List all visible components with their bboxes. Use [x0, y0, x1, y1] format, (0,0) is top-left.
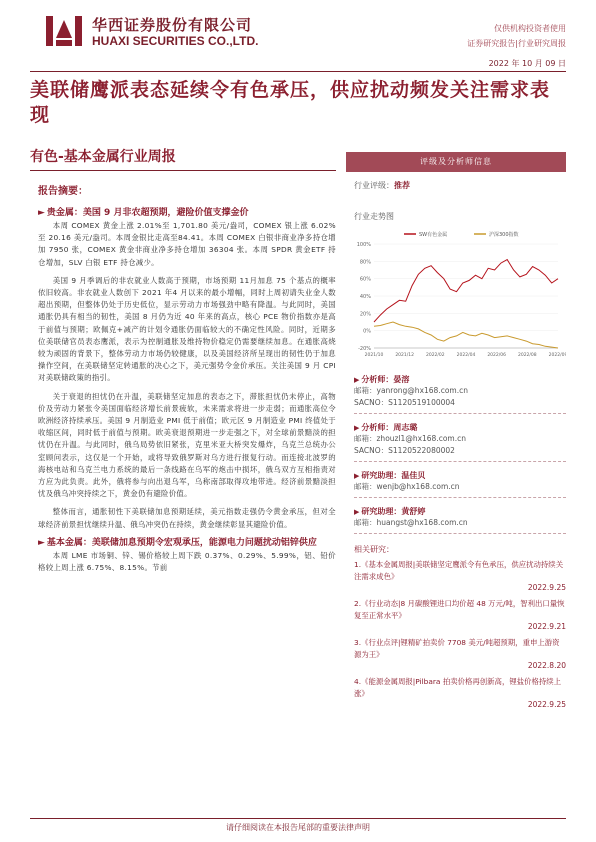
audience-note: 仅供机构投资者使用 [494, 24, 566, 33]
series-line [374, 260, 558, 322]
triangle-icon: ▶ [354, 376, 360, 384]
triangle-icon: ▶ [354, 472, 360, 480]
related-report-date: 2022.9.25 [527, 583, 566, 592]
series-line [374, 322, 558, 348]
report-date: 2022 年 10 月 09 日 [488, 59, 566, 68]
analyst-role: ▶ 分析师：周志璐 [354, 423, 418, 432]
company-name-en: HUAXI SECURITIES CO.,LTD. [92, 34, 259, 48]
analyst-block [354, 506, 566, 534]
company-name-cn: 华西证券股份有限公司 [92, 16, 253, 34]
section-heading-base-metals: ► 基本金属：美联储加息预期令宏观承压，能源电力问题扰动铝锌供应 [38, 537, 317, 548]
y-tick-label: 60% [359, 276, 371, 283]
arrow-icon: ► [38, 208, 45, 218]
y-tick-label: 20% [359, 311, 371, 318]
dashed-divider [354, 461, 566, 462]
triangle-icon: ▶ [354, 424, 360, 432]
analyst-email: 邮箱：wenjb@hx168.com.cn [354, 482, 460, 491]
summary-label: 报告摘要： [38, 186, 88, 197]
industry-rating: 行业评级：推荐 [354, 181, 410, 190]
legend-label: 沪深300指数 [489, 232, 519, 238]
analyst-role: ▶ 研究助理：温佳贝 [354, 471, 426, 480]
paragraph: 美国 9 月季调后的非农就业人数高于预期，市场预期 11月加息 75 个基点的概率依旧较高。非农就业人数创下 2021 年4 月以来的最小增幅，同时上周初请失业金人数超出预期，但整体仍处于历史低位，显示劳动力市场强劲中略有降温。与此同时，美国通胀仍具有相当的韧性，美国 8 月仍为近 40 年来的高点，核心 PCE 物价指数亦是高于前值与预期；欧佩克+减产的计划令通胀仍面临较大的不确定性风险。同时，近期多位美联储官员表态鹰派，表示为控制通胀及维持物价稳定仍需要继续加息。在通胀高烧较为顽固的背景下，整体劳动力市场仍较健康，以及美国经济所呈现出的韧性仍于加息操作空间，在美联储坚定转通胀的决心之下，美元强势令金价承压。关注美国 9 月 CPI 对美联储政策的指引。 [38, 275, 336, 383]
header-divider [30, 71, 566, 72]
related-report-date: 2022.8.20 [527, 661, 566, 670]
analyst-block [354, 470, 566, 498]
x-tick-label: 2021/10 [364, 353, 384, 358]
y-tick-label: 0% [363, 328, 371, 335]
section-heading-precious-metals: ► 贵金属：美国 9 月非农超预期，避险价值支撑金价 [38, 208, 249, 218]
report-subtitle: 有色-基本金属行业周报 [30, 149, 176, 165]
legal-disclaimer-note: 请仔细阅读在本报告尾部的重要法律声明 [226, 823, 370, 832]
paragraph: 整体而言，通胀韧性下美联储加息预期延续，美元指数走强仍令黄金承压，但对全球经济前景担忧继续升温、俄乌冲突仍在持续，黄金继续彰显其避险价值。 [38, 507, 336, 529]
related-report-link[interactable]: 3.《行业点评|锂精矿拍卖价 7708 美元/吨超预期，重申上游资源为王》 [354, 638, 560, 659]
analyst-sac: SACNO：S1120522080002 [354, 446, 455, 455]
dashed-divider [354, 533, 566, 534]
analyst-email: 邮箱：huangst@hx168.com.cn [354, 518, 468, 527]
paragraph: 本周 COMEX 黄金上涨 2.01%至 1,701.80 美元/盎司，COMEX 银上涨 6.02%至 20.16 美元/盎司。本周金银比走高至84.41。本周 COMEX 白银非商业净多持仓增加 7950 张，COMEX 黄金非商业净多持仓增加 36304 张。本周 SPDR 黄金ETF 持仓增加，SLV 白银 ETF 持仓减少。 [38, 221, 336, 267]
paragraph: 本周 LME 市场铜、锌、锡价格较上周下跌 0.37%、0.29%、5.99%，铝、铅价格较上周上涨 6.75%、8.15%。节前 [38, 550, 336, 573]
related-research-title: 相关研究： [354, 545, 394, 554]
huaxi-logo [44, 14, 84, 48]
x-tick-label: 2022/09 [548, 353, 566, 358]
x-tick-label: 2022/08 [517, 353, 537, 358]
rating-box-title: 评级及分析师信息 [346, 152, 566, 172]
paragraph: 关于衰退的担忧仍在升温，美联储坚定加息的表态之下，滞胀担忧仍未停止，高物价及劳动力紧张令美国面临经济增长前景疲软，未来需求将进一步走弱；而通胀高位令欧洲经济持续承压。美国 9 月制造业 PMI 低于前值；欧元区 9 月制造业 PMI 终值处于收缩区间，同时低于前值与预期。欧美衰退预期进一步走强之下，对全球前景黯淡的担忧仍在升温。与此同时，俄乌局势依旧紧张，克里米亚大桥突发爆炸，乌克兰总统办公室顾问表示，这仅是一个开始，或将导致俄罗斯对乌方进行报复行动。而连接北波罗的海核电站和乌克兰电力系统的最后一条线路在乌军的炮击中损坏，俄乌双方互相指责对方应为此负责。此外，俄将参与向出退乌军，乌称南部取得攻地带进。经济前景黯淡担忧及俄乌冲突持续之下，黄金仍有避险价值。 [38, 391, 336, 499]
report-title: 美联储鹰派表态延续令有色承压，供应扰动频发关注需求表现 [30, 79, 551, 126]
analyst-role: ▶ 分析师：晏溶 [354, 375, 410, 384]
related-research [354, 544, 566, 711]
x-tick-label: 2022/04 [456, 353, 476, 358]
dashed-divider [354, 497, 566, 498]
dashed-divider [354, 413, 566, 414]
trend-chart-svg [346, 226, 566, 366]
x-tick-label: 2022/02 [425, 353, 445, 358]
y-tick-label: 80% [359, 259, 371, 266]
related-report-link[interactable]: 1.《基本金属周报|美联储坚定鹰派令有色承压，供应扰动持续关注需求成色》 [354, 560, 564, 581]
legend-label: SW有色金属 [419, 232, 448, 238]
report-category: 证券研究报告|行业研究周报 [467, 39, 566, 48]
footer-divider [30, 818, 566, 819]
x-tick-label: 2021/12 [395, 353, 415, 358]
related-report-date: 2022.9.21 [527, 622, 566, 631]
y-tick-label: -20% [358, 346, 371, 352]
trend-chart [346, 226, 566, 366]
analyst-sac: SACNO：S1120519100004 [354, 398, 455, 407]
analyst-role: ▶ 研究助理：黄舒婷 [354, 507, 426, 516]
triangle-icon: ▶ [354, 508, 360, 516]
arrow-icon: ► [38, 537, 45, 548]
related-report-link[interactable]: 4.《能源金属周报|Pilbara 拍卖价格再创新高，锂盐价格持续上涨》 [354, 677, 562, 698]
related-report-link[interactable]: 2.《行业动态|8 月碳酸锂进口均价超 48 万元/吨，智利出口量恢复至正常水平》 [354, 599, 565, 620]
x-tick-label: 2022/06 [487, 353, 507, 358]
trend-chart-title: 行业走势图 [354, 212, 394, 221]
subtitle-divider [30, 170, 336, 171]
analyst-email: 邮箱：zhouzl1@hx168.com.cn [354, 434, 466, 443]
analyst-block [354, 422, 566, 462]
related-report-date: 2022.9.25 [527, 700, 566, 709]
analyst-email: 邮箱：yanrong@hx168.com.cn [354, 386, 468, 395]
y-tick-label: 40% [359, 294, 371, 300]
y-tick-label: 100% [356, 242, 371, 248]
sidebar [346, 152, 566, 715]
analyst-block [354, 374, 566, 414]
report-body [38, 182, 336, 580]
